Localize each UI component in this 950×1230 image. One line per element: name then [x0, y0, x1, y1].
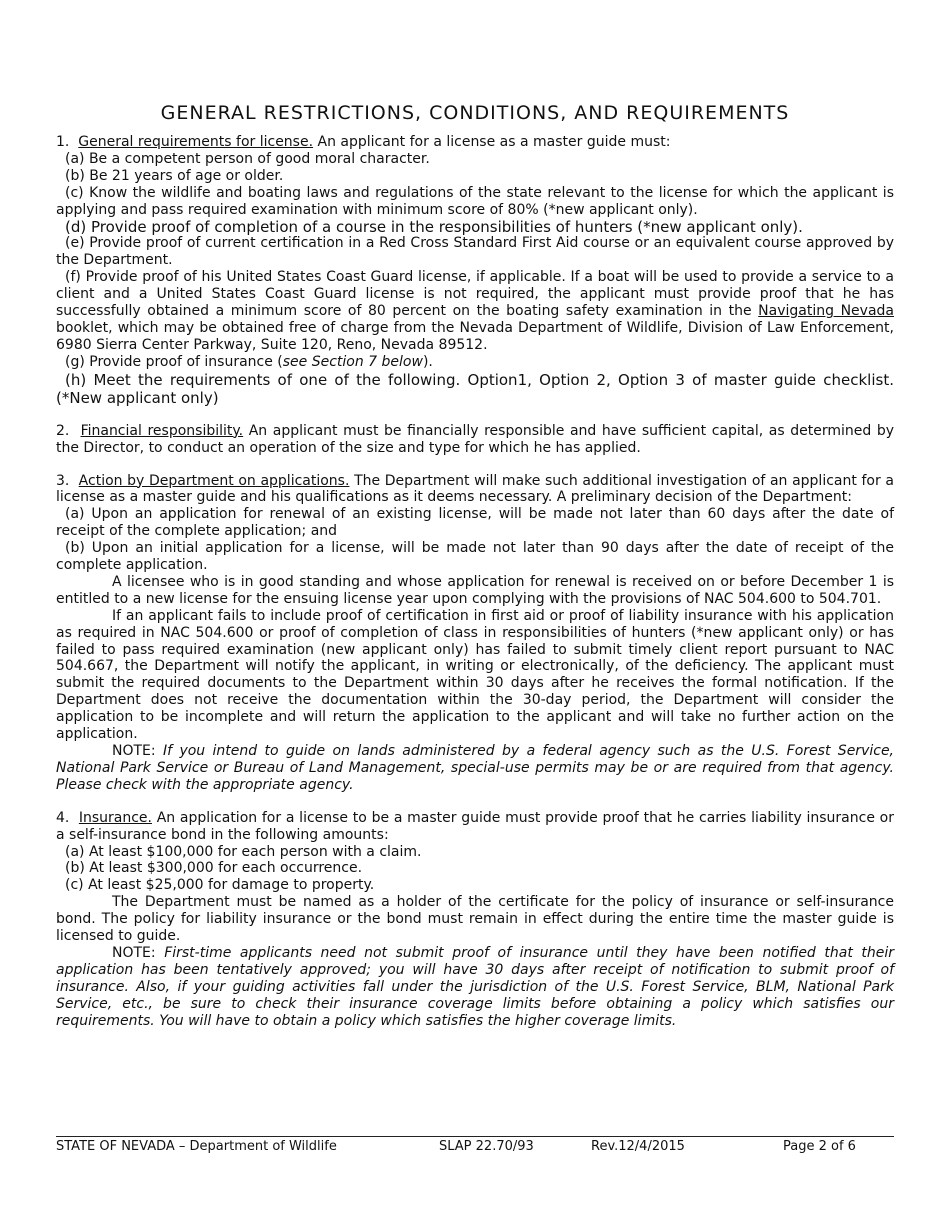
- note-text: First-time applicants need not submit proof of insurance until they have been notified that their application has been tentatively approved; you will have 30 days after receipt of notification to submit proof of insurance. Also, if your guiding activities fall under the jurisdiction of the U.S. Forest Service, BLM, National Park Service, etc., be sure to check their insurance coverage limits before obtaining a policy which satisfies our requirements. You will have to obtain a policy which satisfies the higher coverage limits.: [56, 944, 895, 1029]
- requirement-c: (c) Know the wildlife and boating laws and regulations of the state relevant to the license for which the applicant is applying and pass required examination with minimum score of 80% (*new applicant only).: [56, 184, 894, 218]
- document-body: [56, 134, 894, 1030]
- section-heading: Action by Department on applications.: [78, 472, 350, 489]
- section-number: 3.: [56, 472, 70, 489]
- footer-form-number: SLAP 22.70/93: [439, 1139, 534, 1154]
- renewal-paragraph: A licensee who is in good standing and whose application for renewal is received on or before December 1 is entitled to a new license for the ensuing license year upon complying with the provisions of NAC 504.600 to 504.701.: [56, 573, 894, 607]
- section-heading: General requirements for license.: [78, 134, 314, 150]
- section-body: An application for a license to be a master guide must provide proof that he carries liability insurance or a self-insurance bond in the following amounts:: [56, 809, 894, 843]
- section-number: 2.: [56, 422, 70, 439]
- page-title: GENERAL RESTRICTIONS, CONDITIONS, AND REQUIREMENTS: [160, 102, 790, 124]
- section-intro: An applicant for a license as a master guide must:: [313, 134, 671, 150]
- decision-a: (a) Upon an application for renewal of an existing license, will be made not later than 60 days after the date of receipt of the complete application; and: [56, 506, 894, 540]
- deficiency-paragraph: If an applicant fails to include proof of certification in first aid or proof of liability insurance with his application as required in NAC 504.600 or proof of completion of class in responsibilities of hunters (*new applicant only) or has failed to pass required examination (new applicant only) has failed to submit timely client report pursuant to NAC 504.667, the Department will notify the applicant, in writing or electronically, of the deficiency. The applicant must submit the required documents to the Department within 30 days after he receives the formal notification. If the Department does not receive the documentation within the 30-day period, the Department will consider the application to be incomplete and will return the application to the applicant and will take no further action on the application.: [56, 607, 894, 743]
- note-federal-lands: [56, 743, 894, 794]
- insurance-b: (b) At least $300,000 for each occurrence.: [65, 860, 363, 877]
- section-2: [56, 423, 894, 457]
- footer-revision: Rev.12/4/2015: [591, 1139, 685, 1154]
- insurance-c: (c) At least $25,000 for damage to property.: [65, 877, 375, 894]
- requirement-h: (h) Meet the requirements of one of the following. Option1, Option 2, Option 3 of master guide checklist. (*New applicant only): [56, 370, 894, 407]
- requirement-f-text-cont: booklet, which may be obtained free of charge from the Nevada Department of Wildlife, Division of Law Enforcement, 6980 Sierra Center Parkway, Suite 120, Reno, Nevada 89512.: [56, 319, 894, 353]
- footer-agency: STATE OF NEVADA – Department of Wildlife: [56, 1139, 337, 1154]
- requirement-d: (d) Provide proof of completion of a course in the responsibilities of hunters (*new applicant only).: [65, 217, 803, 236]
- requirement-g-text: (g) Provide proof of insurance (: [65, 353, 283, 370]
- section-number: 1.: [56, 134, 70, 150]
- section-4: [56, 810, 894, 1030]
- requirement-e: (e) Provide proof of current certification in a Red Cross Standard First Aid course or an equivalent course approved by the Department.: [56, 235, 894, 269]
- requirement-g: [56, 354, 894, 371]
- note-label: NOTE:: [112, 944, 165, 961]
- note-first-time-applicants: [56, 945, 894, 1030]
- certificate-holder-paragraph: The Department must be named as a holder of the certificate for the policy of insurance or self-insurance bond. The policy for liability insurance or the bond must remain in effect during the entire time the master guide is licensed to guide.: [56, 894, 894, 945]
- section-heading: Financial responsibility.: [80, 422, 244, 439]
- booklet-title: Navigating Nevada: [758, 303, 894, 320]
- requirement-f: [56, 269, 894, 354]
- page-footer: [56, 1136, 894, 1154]
- footer-page-number: Page 2 of 6: [783, 1139, 856, 1154]
- insurance-a: (a) At least $100,000 for each person with a claim.: [65, 843, 422, 860]
- section-number: 4.: [56, 809, 70, 826]
- note-text: If you intend to guide on lands administered by a federal agency such as the U.S. Forest Service, National Park Service or Bureau of Land Management, special-use permits may be or are required from that agency. Please check with the appropriate agency.: [56, 743, 895, 793]
- section-body: The Department will make such additional investigation of an applicant for a license as a master guide and his qualifications as it deems necessary. A preliminary decision of the Department:: [56, 472, 894, 506]
- requirement-a: (a) Be a competent person of good moral character.: [65, 150, 430, 167]
- note-label: NOTE:: [112, 743, 163, 759]
- requirement-b: (b) Be 21 years of age or older.: [65, 167, 284, 184]
- section-reference: see Section 7 below: [282, 353, 423, 370]
- decision-b: (b) Upon an initial application for a license, will be made not later than 90 days after the date of receipt of the complete application.: [56, 540, 894, 574]
- requirement-f-text: (f) Provide proof of his United States Coast Guard license, if applicable. If a boat will be used to provide a service to a client and a United States Coast Guard license is not required, the applicant must provide proof that he has successfully obtained a minimum score of 80 percent on the boating safety examination in the: [56, 269, 894, 320]
- requirement-g-end: ).: [422, 353, 433, 370]
- section-heading: Insurance.: [78, 809, 152, 826]
- section-1: [56, 134, 894, 407]
- section-body: An applicant must be financially responsible and have sufficient capital, as determined by the Director, to conduct an operation of the size and type for which he has applied.: [56, 422, 895, 456]
- document-page: [56, 102, 894, 1030]
- section-3: [56, 473, 894, 794]
